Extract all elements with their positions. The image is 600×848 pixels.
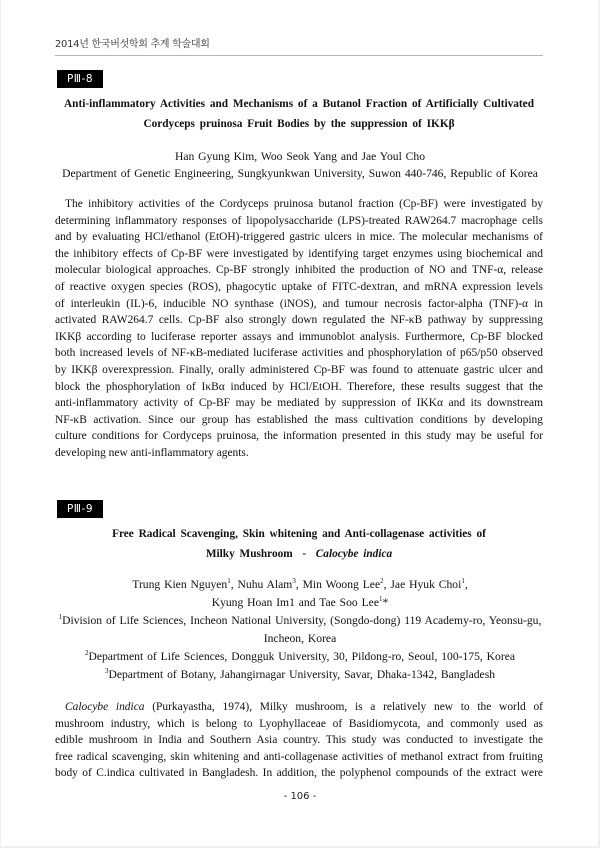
body-line: The inhibitory activities of the Cordyceps pruinosa butanol fraction (Cp-BF) were investigated by bbox=[65, 198, 543, 210]
author-superscript: 2 bbox=[380, 577, 384, 586]
affiliation-text: Department of Botany, Jahangirnagar University, Savar, Dhaka-1342, Bangladesh bbox=[108, 668, 496, 681]
body-line: by IKKβ overexpression. Finally, orally administered Cp-BF was found to attenuate gastric ulcer and bbox=[55, 363, 543, 376]
affiliation-text: Division of Life Sciences, Incheon National University, (Songdo-dong) 119 Academy-ro, Yeonsu-gu, bbox=[62, 614, 542, 627]
author-superscript: 1 bbox=[461, 577, 465, 586]
abstract-badge-piii-9: PⅢ-9 bbox=[57, 500, 103, 518]
page-edge-left bbox=[0, 0, 1, 848]
abstract1-title-line: Cordyceps pruinosa Fruit Bodies by the suppression of IKKβ bbox=[143, 118, 455, 130]
affiliation-1-cont: Incheon, Korea bbox=[263, 632, 337, 645]
body-line: and by evaluating HCl/ethanol (EtOH)-triggered gastric ulcers in mice. The molecular mechanisms of bbox=[55, 231, 543, 244]
author-name: Jae Hyuk Choi bbox=[390, 578, 462, 591]
body-line: edible mushroom in India and Southern Asia country. This study was conducted to investigate the bbox=[55, 734, 543, 747]
body-line: IKKβ according to luciferase reporter assays and immunoblot analysis. Furthermore, Cp-BF blocked bbox=[55, 330, 543, 343]
body-line: developing new anti-inflammatory agents. bbox=[55, 446, 249, 459]
author-separator: , bbox=[230, 578, 238, 591]
body-line bbox=[55, 699, 543, 716]
body-line: molecular biological approaches. Cp-BF strongly inhibited the production of NO and TNF-α, release bbox=[55, 264, 543, 277]
abstract2-title-line bbox=[55, 544, 543, 564]
abstract1-authors: Han Gyung Kim, Woo Seok Yang and Jae Youl Cho bbox=[174, 150, 426, 163]
author-name: Trung Kien Nguyen bbox=[132, 578, 228, 591]
body-line: of reactive oxygen species (ROS), phagocytic uptake of FITC-dextran, and mRNA expression levels bbox=[55, 280, 543, 293]
body-line: mushroom industry, which is belong to Lyophyllaceae of Basidiomycota, and commonly used as bbox=[55, 717, 543, 730]
author-separator: , bbox=[383, 578, 391, 591]
abstract2-title-plain: Milky Mushroom - bbox=[205, 548, 316, 560]
author-separator: , bbox=[464, 578, 468, 591]
body-line: free radical scavenging, skin whitening and anti-collagenase activities of methanol extract from fruiting bbox=[55, 750, 543, 763]
body-line: anti-inflammatory activity of Cp-BF may be mediated by suppression of IKKα and its downstream bbox=[55, 397, 543, 410]
author-name: Min Woong Lee bbox=[302, 578, 381, 591]
author-names: Kyung Hoan Im1 and Tae Soo Lee bbox=[211, 596, 379, 609]
body-line: of interleukin (IL)-6, inducible NO synthase (iNOS), and tumour necrosis factor-alpha (TNF)-α in bbox=[55, 297, 543, 310]
body-line: activated RAW264.7 cells. Cp-BF also strongly down regulated the NF-κB pathway by suppressing bbox=[55, 314, 543, 327]
body-text: (Purkayastha, 1974), Milky mushroom, is a relatively new to the world of bbox=[144, 701, 543, 713]
body-line: both increased levels of NF-κB-mediated luciferase activities and phosphorylation of p65/p50 observed bbox=[55, 347, 543, 360]
corresponding-mark: * bbox=[382, 596, 389, 609]
abstract2-title-line: Free Radical Scavenging, Skin whitening and Anti-collagenase activities of bbox=[112, 528, 486, 540]
abstract2-title-species: Calocybe indica bbox=[315, 548, 393, 560]
affiliation-2 bbox=[40, 648, 560, 666]
species-name: Calocybe indica bbox=[65, 701, 145, 713]
affiliation-1 bbox=[40, 612, 560, 630]
author-superscript: 1 bbox=[227, 577, 231, 586]
affiliation-superscript: 1 bbox=[58, 613, 63, 622]
body-line: determining inflammatory responses of lipopolysaccharide (LPS)-treated RAW264.7 macrophage cells bbox=[55, 214, 543, 227]
affiliation-text: Department of Life Sciences, Dongguk University, 30, Pildong-ro, Seoul, 100-175, Korea bbox=[88, 650, 516, 663]
abstract2-title bbox=[55, 524, 543, 564]
author-superscript: 3 bbox=[292, 577, 296, 586]
abstract1-title bbox=[55, 94, 543, 134]
body-line: NF-κB activation. Since our group has established the mass cultivation conditions by developing bbox=[55, 413, 543, 426]
abstract1-title-line: Anti-inflammatory Activities and Mechanisms of a Butanol Fraction of Artificially Cultivated bbox=[64, 98, 534, 110]
running-header: 2014년 한국버섯학회 추계 학술대회 bbox=[55, 38, 543, 56]
author-name: Nuhu Alam bbox=[237, 578, 293, 591]
affiliation-superscript: 3 bbox=[104, 667, 109, 676]
abstract2-authors-line1 bbox=[40, 576, 560, 594]
body-line: the inhibitory effects of Cp-BF were investigated by identifying target enzymes using biochemical and bbox=[55, 247, 543, 260]
abstract2-authors-line2 bbox=[40, 594, 560, 612]
abstract1-body bbox=[55, 196, 543, 462]
body-line: body of C.indica cultivated in Bangladesh. In addition, the polyphenol compounds of the extract were bbox=[55, 767, 543, 780]
affiliation-superscript: 2 bbox=[84, 649, 89, 658]
author-separator: , bbox=[295, 578, 303, 591]
body-line: block the phosphorylation of IκBα induced by HCl/EtOH. Therefore, these results suggest that the bbox=[55, 380, 543, 393]
abstract1-affiliation: Department of Genetic Engineering, Sungkyunkwan University, Suwon 440-746, Republic of Korea bbox=[62, 167, 538, 180]
abstract2-body bbox=[55, 699, 543, 782]
body-line: culture conditions for Cordyceps pruinosa, the information presented in this study may be useful for bbox=[55, 430, 543, 443]
affiliation-3 bbox=[40, 666, 560, 684]
page-number: - 106 - bbox=[283, 791, 317, 802]
abstract-badge-piii-8: PⅢ-8 bbox=[57, 70, 103, 88]
author-superscript: 1 bbox=[378, 595, 383, 604]
